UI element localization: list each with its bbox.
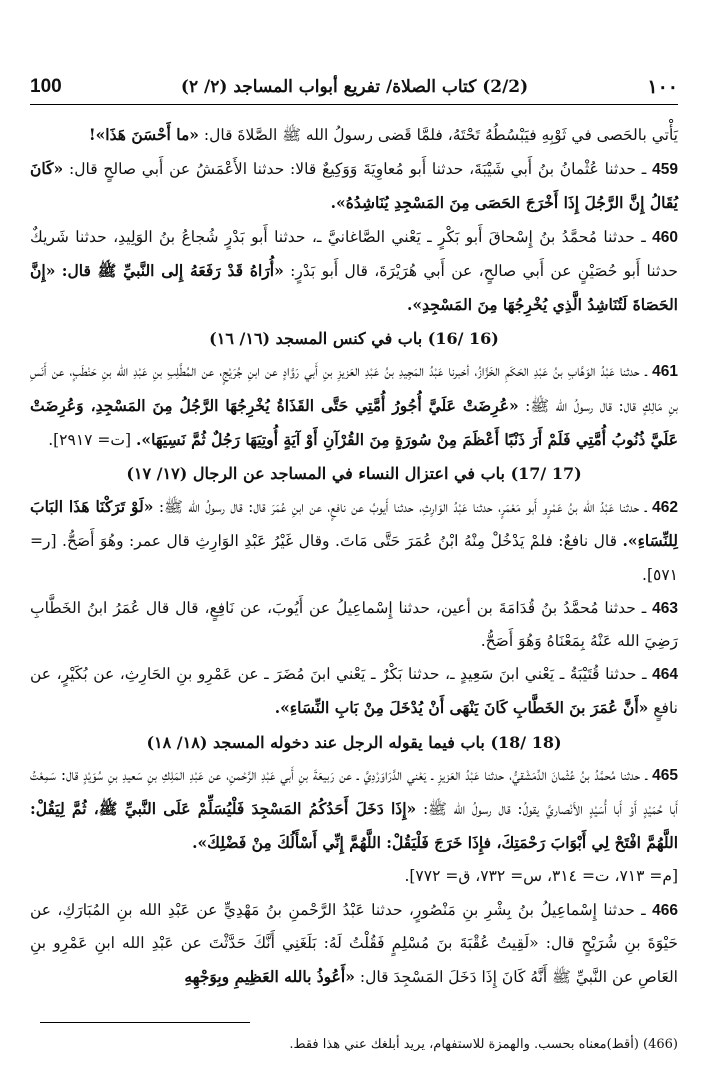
hadith-number: 464 xyxy=(652,666,678,684)
hadith-466 xyxy=(30,894,678,995)
hadith-number: 459 xyxy=(652,161,679,179)
hadith-quote: «أُرَاهُ قَدْ رَفَعَهُ إِلى النَّبيِّ ﷺ قال: xyxy=(61,260,284,280)
hadith-text: ـ حدثنا مُحمَّدُ بنُ إِسْحاقَ أَبو بَكْرٍ ـ يَعْني الصَّاغانيَّ ـ، حدثنا أَبو بَدْرٍ شُجاعُ بنُ الوَلِيدِ، حدثنا شَريكٌ حدثنا أَبو حُصَيْنٍ عن أَبي صالحٍ، عن أَبي هُرَيْرَةَ، قال أَبو بَدْرٍ: xyxy=(30,227,678,280)
hadith-quote: «أَنَّ عُمَرَ بنَ الخَطَّابِ كَانَ يَنْهَى أَنْ يُدْخَلَ مِنْ بَابِ النِّسَاءِ». xyxy=(274,698,649,718)
hadith-reference: [ت= ٢٩١٧]. xyxy=(48,430,132,449)
chapter-heading-18: (18 /18) باب فيما يقوله الرجل عند دخوله المسجد (١٨/ ١٨) xyxy=(146,732,562,752)
hadith-text: ـ حدثنا مُحمَّدُ بنُ قُدَامَةَ بن أعين، حدثنا إِسْماعِيلُ عن أَيُوبَ، عن نَافِعٍ، قال قال عُمَرُ ابنُ الخَطَّابِ رَضِيَ الله عَنْهُ بِمَعْنَاهُ وَهُوَ أَصَحُّ. xyxy=(30,598,678,651)
hadith-quote: «عُرِضَتْ عَلَيَّ أُجُورُ أُمَّتِي حَتَّى القَذَاةُ يُخْرِجُهَا الرَّجُلُ مِنَ المَسْجِدِ، وَعُرِضَتْ عَلَيَّ ذُنُوبُ أُمَّتِي فَلَمْ أَرَ ذَنْبًا أَعْظَمَ مِنْ سُورَةٍ مِنَ القُرْآنِ أَوْ آيَةٍ أُوتِيَهَا رَجُلٌ ثُمَّ نَسِيَهَا». xyxy=(30,395,678,449)
intro-quote: «ما أَحْسَنَ هَذَا»! xyxy=(88,125,199,144)
page-number-arabic: ١٠٠ xyxy=(647,76,678,98)
hadith-quote: «لَقِيتُ عُقْبَةَ بنَ مُسْلِمٍ فَقُلْتُ لَهُ: بَلَغَنِي أَنَّكَ حَدَّثْتَ عن عَبْدِ الله ابنِ عَمْرِو بنِ العَاصِ عن النَّبيِّ ﷺ أَنَّهُ كَانَ إِذَا دَخَلَ المَسْجِدَ قال: xyxy=(30,933,678,987)
hadith-quote: «كَانَ يُقَالُ إِنَّ الرَّجُلَ إِذَا أَخْرَجَ الحَصَى مِنَ المَسْجِدِ يُنَاشِدُهُ». xyxy=(30,159,678,213)
intro-paragraph xyxy=(30,118,678,152)
hadith-text: ـ حدثنا إِسْماعِيلُ بنُ بِشْرِ بنِ مَنْصُورٍ، حدثنا عَبْدُ الرَّحْمنِ بنُ مَهْدِيٍّ عن عَبْدِ الله بنِ المُبَارَكِ، عن حَيْوَةَ بنِ شُرَيْحٍ قال: xyxy=(30,900,678,952)
hadith-quote: «أَعُوذُ بالله العَظِيمِ وبِوَجْهِهِ xyxy=(184,967,355,987)
hadith-text: ـ حدثنا عَبْدُ الله بنُ عَمْرٍو أَبو مَعْمَرٍ، حدثنا عَبْدُ الوَارِثِ، حدثنا أَيوبُ عن نافعٍ، عن ابنِ عُمَرَ قال: قال رسولُ الله ﷺ: xyxy=(158,498,647,517)
hadith-text: ـ حدثنا قُتَيْبَةُ ـ يَعْني ابنَ سَعِيدٍ ـ، حدثنا بَكْرٌ ـ يَعْني ابنَ مُضَرَ ـ عن عَمْرِو بنِ الحَارِثِ، عن بُكَيْرٍ، عن نافعٍ xyxy=(30,665,678,718)
hadith-text: ـ حدثنا مُحمَّدُ بنُ عُثْمانَ الدِّمَشْقيُّ، حدثنا عَبْدُ العَزيزِ ـ يَعْني الدَّرَاوَرْدِيَّ ـ عن رَبيعَةَ بنِ أَبي عَبْدِ الرَّحْمنِ، عن عَبْدِ المَلِكِ بنِ سَعيدِ بنِ سُوَيْدٍ قال: سَمِعْتُ أَبا حُمَيْدٍ أَوْ أَبا أُسَيْدٍ الأَنْصاريَّ يقولُ: قال رسولُ الله ﷺ: xyxy=(30,765,678,819)
hadith-462 xyxy=(30,490,678,592)
hadith-number: 465 xyxy=(652,766,678,784)
hadith-number: 461 xyxy=(652,363,679,381)
hadith-text: ـ حدثنا عَبْدُ الوَهَّابِ بنُ عَبْدِ الحَكَمِ الخَزَّازُ، أخبرنا عَبْدُ المَجِيدِ بنُ عَبْدِ العَزيزِ بنِ أَبي رَوَّادٍ عن ابنِ جُرَيْجٍ، عن المُطَّلِبِ بنِ عَبْدِ الله بنِ حَنْطَبٍ، عن أَنَسِ بنِ مَالِكٍ قال: قال رسولُ الله ﷺ: xyxy=(30,362,678,415)
chapter-heading-17: (17 /17) باب في اعتزال النساء في المساجد عن الرجال (١٧/ ١٧) xyxy=(126,464,582,484)
hadith-464 xyxy=(30,658,678,725)
intro-text: يَأْتي بالحَصى في ثَوْبِهِ فيَبْسُطُهُ تَحْتَهُ، فلمَّا قَضى رسولُ الله ﷺ الصَّلاةَ قال: xyxy=(203,126,678,144)
page-number-latin: 100 xyxy=(30,76,62,97)
running-title: (2/2) كتاب الصلاة/ تفريع أبواب المساجد (٢/ ٢) xyxy=(180,77,529,97)
hadith-quote: «لَوْ تَرَكْنَا هَذَا البَابَ لِلنِّسَاءِ». xyxy=(30,497,678,551)
footnote: (466) (أقط)معناه بحسب. والهمزة للاستفهام، يريد أبلغك عني هذا فقط. xyxy=(289,1037,678,1052)
hadith-text-continued: قال نافعٌ: فلمْ يَدْخُلْ مِنْهُ ابْنُ عُمَرَ حَتَّى مَاتَ. وقال غَيْرُ عَبْدِ الوَارِثِ قال عمر: وهُوَ أَصَحُّ. xyxy=(62,532,618,551)
hadith-reference: [ر= ٥٧١]. xyxy=(30,532,678,584)
footnote-divider xyxy=(40,1022,250,1023)
hadith-461 xyxy=(30,355,678,457)
hadith-number: 463 xyxy=(652,599,678,617)
hadith-463 xyxy=(30,592,678,658)
hadith-460 xyxy=(30,221,678,323)
hadith-number: 466 xyxy=(652,901,678,919)
hadith-quote: «إِذَا دَخَلَ أَحَدُكُمُ المَسْجِدَ فَلْيُسَلِّمْ عَلَى النَّبيِّ ﷺ، ثُمَّ لِيَقُلْ: اللَّهُمَّ افْتَحْ لِي أَبْوَابَ رَحْمَتِكَ، فإِذَا خَرَجَ فَلْيَقُلْ: اللَّهُمَّ إِنِّي أَسْأَلُكَ مِنْ فَضْلِكَ». xyxy=(30,799,678,853)
hadith-quote: «إِنَّ الحَصَاةَ لَتُنَاشِدُ الَّذِي يُخْرِجُهَا مِنَ المَسْجِدِ». xyxy=(30,260,678,315)
hadith-465 xyxy=(30,759,678,861)
chapter-heading-16: (16 /16) باب في كنس المسجد (١٦/ ١٦) xyxy=(209,329,499,349)
hadith-459 xyxy=(30,152,678,220)
hadith-number: 460 xyxy=(652,228,678,246)
main-text xyxy=(30,118,678,994)
page-header xyxy=(30,70,678,105)
hadith-text: ـ حدثنا عُثْمانُ بنُ أَبي شَيْبَةَ، حدثنا أَبو مُعاوِيَةَ وَوَكِيعٌ قالا: حدثنا الأَعْمَشُ عن أَبي صالحٍ قال: xyxy=(68,160,647,179)
hadith-number: 462 xyxy=(652,499,679,517)
hadith-465-reference: [م= ٧١٣، ت= ٣١٤، س= ٧٣٢، ق= ٧٧٢]. xyxy=(404,867,678,886)
